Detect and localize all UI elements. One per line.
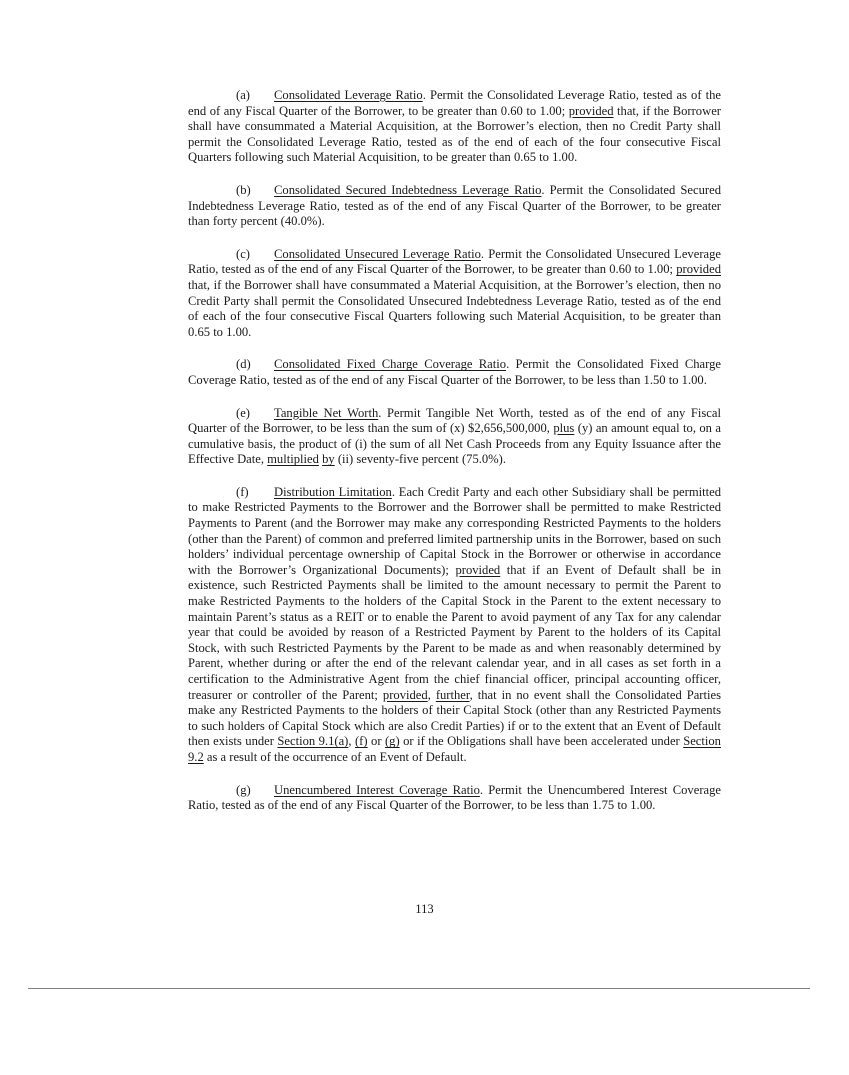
section-c — [188, 247, 721, 341]
section-text: , — [427, 687, 436, 702]
section-b — [188, 183, 721, 230]
underlined-term: plus — [553, 421, 575, 436]
underlined-term: provided — [455, 562, 501, 577]
section-text: . Permit the Consolidated Leverage Ratio, tested as of the end of any Fiscal Quarter of the Borrower, to be greater than 0.60 to 1.00; — [188, 88, 721, 118]
section-title: Tangible Net Worth — [274, 405, 379, 420]
section-a — [188, 88, 721, 166]
underlined-term: further — [435, 687, 470, 702]
section-title: Distribution Limitation — [274, 484, 392, 499]
section-label: (e) — [236, 405, 250, 420]
section-title: Consolidated Fixed Charge Coverage Ratio — [274, 357, 507, 372]
section-title: Consolidated Leverage Ratio — [274, 88, 423, 102]
section-label: (c) — [236, 246, 250, 261]
section-label: (f) — [236, 484, 249, 499]
underlined-term: by — [322, 452, 335, 467]
document-body — [188, 88, 721, 831]
section-text: , that in no event shall the Consolidated Parties make any Restricted Payments to the holders of their Capital Stock (other than any Restricted Payments to such holders of Capital Stock which are also Credit Parties) if or to the extent that an Event of Default then exists under — [188, 687, 721, 749]
section-g — [188, 783, 721, 814]
section-title: Consolidated Secured Indebtedness Leverage Ratio — [274, 182, 542, 197]
page-number: 113 — [415, 902, 434, 916]
section-d — [188, 357, 721, 388]
section-text: (y) an amount equal to, on a cumulative basis, the product of (i) the sum of all Net Cash Proceeds from any Equity Issuance after the Effective Date, — [188, 421, 721, 467]
underlined-term: multiplied — [267, 452, 319, 467]
section-reference: Section 9.2 — [188, 734, 721, 764]
section-label: (d) — [236, 357, 251, 372]
section-title: Consolidated Unsecured Leverage Ratio — [274, 246, 481, 261]
section-text: . Permit the Consolidated Secured Indebtedness Leverage Ratio, tested as of the end of any Fiscal Quarter of the Borrower, to be greater than forty percent (40.0%). — [188, 182, 721, 229]
section-reference: Section 9.1(a) — [277, 734, 349, 749]
section-text: or if the Obligations shall have been accelerated under — [399, 734, 684, 749]
section-f — [188, 485, 721, 766]
section-label: (g) — [236, 782, 251, 797]
section-reference: (f) — [354, 734, 368, 749]
section-text: . Each Credit Party and each other Subsidiary shall be permitted to make Restricted Payments to the Borrower and the Borrower shall be permitted to make Restricted Payments to Parent (and the Borrower may make any corresponding Restricted Payments to the holders (other than the Parent) of common and preferred limited partnership units in the Borrower, based on such holders’ individual percentage ownership of Capital Stock in the Borrower or otherwise in accordance with the Borrower’s Organizational Documents); — [188, 484, 722, 577]
section-label: (a) — [236, 88, 250, 102]
section-reference: (g) — [384, 734, 400, 749]
section-text: . Permit the Unencumbered Interest Coverage Ratio, tested as of the end of any Fiscal Quarter of the Borrower, to be less than 1.75 to 1.00. — [188, 782, 721, 813]
section-text: . Permit Tangible Net Worth, tested as of the end of any Fiscal Quarter of the Borrower, to be less than the sum of (x) $2,656,500,000, — [188, 405, 721, 436]
section-text: , — [348, 734, 355, 749]
section-text: that, if the Borrower shall have consummated a Material Acquisition, at the Borrower’s election, then no Credit Party shall permit the Consolidated Unsecured Indebtedness Leverage Ratio, tested as of the end of each of the four consecutive Fiscal Quarters following such Material Acquisition, to be greater than 0.65 to 1.00. — [188, 277, 721, 339]
section-text: . Permit the Consolidated Fixed Charge Coverage Ratio, tested as of the end of any Fiscal Quarter of the Borrower, to be less than 1.50 to 1.00. — [188, 357, 721, 387]
underlined-term: provided — [568, 103, 614, 118]
section-text: that, if the Borrower shall have consummated a Material Acquisition, at the Borrower’s election, then no Credit Party shall permit the Consolidated Leverage Ratio, tested as of the end of each of the four consecutive Fiscal Quarters following such Material Acquisition, to be greater than 0.65 to 1.00. — [188, 103, 721, 165]
section-text: . Permit the Consolidated Unsecured Leverage Ratio, tested as of the end of any Fiscal Quarter of the Borrower, to be greater than 0.60 to 1.00; — [188, 246, 721, 277]
footer-divider — [28, 988, 810, 989]
section-label: (b) — [236, 182, 251, 197]
section-e — [188, 406, 721, 468]
section-text: or — [367, 734, 385, 749]
section-text: that if an Event of Default shall be in existence, such Restricted Payments shall be limited to the amount necessary to permit the Parent to make Restricted Payments to the holders of the Capital Stock in the Parent to the extent necessary to maintain Parent’s status as a REIT or to enable the Parent to avoid payment of any Tax for any calendar year that could be avoided by reason of a Restricted Payment by Parent to the holders of its Capital Stock, with such Restricted Payments by the Parent to be made as and when reasonably determined by Parent, whether during or after the end of the relevant calendar year, and in all cases as set forth in a certification to the Administrative Agent from the chief financial officer, principal accounting officer, treasurer or controller of the Parent; — [188, 562, 721, 702]
section-title: Unencumbered Interest Coverage Ratio — [274, 782, 480, 797]
section-text: as a result of the occurrence of an Event of Default. — [203, 749, 467, 764]
underlined-term: provided — [382, 687, 428, 702]
section-text: (ii) seventy-five percent (75.0%). — [334, 452, 507, 467]
underlined-term: provided — [676, 262, 721, 277]
